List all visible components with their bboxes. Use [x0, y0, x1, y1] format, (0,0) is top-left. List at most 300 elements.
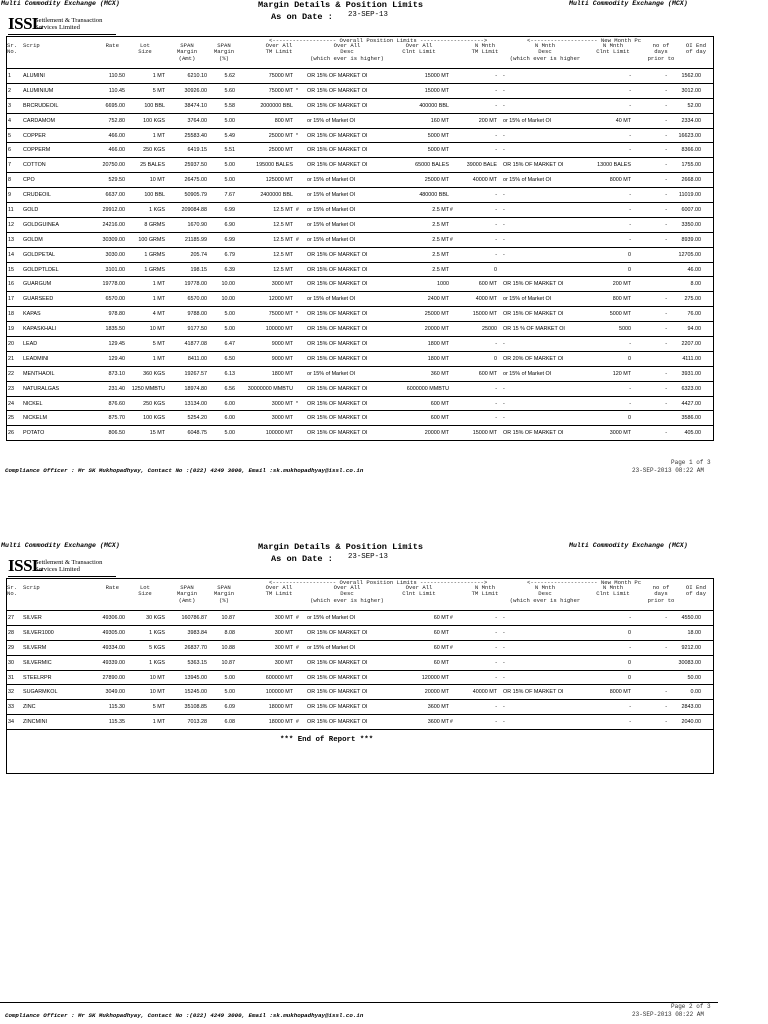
- cell-lot: 30 KGS: [146, 615, 165, 621]
- cell-nm-clnt: -: [629, 132, 631, 139]
- cell-nm-desc: OR 20% OF MARKET OI: [503, 355, 564, 362]
- cell-days: -: [665, 102, 667, 109]
- cell-clnt: 6000000 MMBTU: [406, 385, 449, 392]
- cell-days: -: [665, 311, 667, 318]
- cell-nm-desc: -: [503, 400, 505, 407]
- cell-nm-desc: OR 15 % OF MARKET OI: [503, 326, 565, 333]
- cell-oi: 8.00: [690, 281, 701, 288]
- cell-lot: 100 KGS: [143, 117, 165, 124]
- col-header-days-prior: no of days prior to: [647, 584, 675, 604]
- cell-clnt: 600 MT: [430, 400, 449, 407]
- cell-lot: 100 KGS: [143, 415, 165, 422]
- col-header-overall-clnt-limit: Over All Clnt Limit: [402, 584, 436, 598]
- cell-nm-desc: -: [503, 615, 505, 621]
- cell-span-amt: 25937.50: [184, 162, 207, 169]
- cell-rate: 27890.00: [102, 674, 125, 681]
- col-header-overall-clnt-limit: Over All Clnt Limit: [402, 42, 436, 56]
- table-row: [7, 277, 713, 292]
- cell-oi: 76.00: [687, 311, 701, 318]
- cell-tm: 75000 MT: [268, 87, 293, 94]
- cell-nm-clnt: 0: [628, 629, 631, 636]
- cell-nm-tm: -: [495, 341, 497, 348]
- cell-sr: 11: [8, 207, 14, 214]
- cell-nm-tm: 0: [494, 266, 497, 273]
- cell-scrip: GOLDPETAL: [23, 251, 55, 258]
- cell-desc: or 15% of Market OI: [307, 644, 356, 651]
- cell-tm: 9000 MT: [271, 341, 293, 348]
- cell-span-amt: 13134.00: [184, 400, 207, 407]
- cell-lot: 5 MT: [152, 341, 165, 348]
- cell-clnt: 5000 MT: [427, 132, 449, 139]
- cell-scrip: NICKEL: [23, 400, 43, 407]
- cell-lot: 250 KGS: [143, 147, 165, 154]
- col-header-rate: Rate: [105, 584, 119, 591]
- cell-scrip: LEAD: [23, 341, 38, 348]
- cell-clnt-mark: #: [450, 719, 453, 726]
- cell-clnt: 5000 MT: [427, 147, 449, 154]
- cell-nm-tm: 39000 BALE: [466, 162, 497, 169]
- cell-tm: 300 MT: [274, 659, 293, 666]
- cell-nm-desc: -: [503, 102, 505, 109]
- cell-oi: 2668.00: [681, 177, 701, 184]
- cell-tm: 195000 BALES: [256, 162, 293, 169]
- cell-nm-clnt: 40 MT: [615, 117, 631, 124]
- cell-clnt: 2.5 MT: [432, 251, 449, 258]
- table-row: [7, 685, 713, 700]
- cell-scrip: KAPAS: [23, 311, 41, 318]
- issl-logo-mark: ISSL: [8, 14, 43, 33]
- cell-scrip: GOLDPTLDEL: [23, 266, 59, 273]
- cell-nm-tm: 200 MT: [478, 117, 497, 124]
- cell-sr: 30: [8, 659, 14, 666]
- cell-nm-desc: -: [503, 251, 505, 258]
- cell-nm-tm: -: [495, 132, 497, 139]
- cell-span-amt: 15245.00: [184, 689, 207, 696]
- cell-sr: 24: [8, 400, 14, 407]
- cell-clnt: 1800 MT: [427, 341, 449, 348]
- cell-sr: 1: [8, 73, 11, 79]
- cell-tm: 300 MT: [274, 615, 293, 621]
- table-row: [7, 715, 713, 730]
- cell-nm-desc: -: [503, 236, 505, 243]
- cell-nm-tm: -: [495, 251, 497, 258]
- cell-clnt: 15000 MT: [424, 87, 449, 94]
- cell-oi: 94.00: [687, 326, 701, 333]
- cell-lot: 1 MT: [152, 73, 165, 79]
- cell-days: -: [665, 192, 667, 199]
- cell-nm-clnt: 120 MT: [612, 370, 631, 377]
- cell-scrip: LEADMINI: [23, 355, 49, 362]
- cell-span-amt: 9788.00: [187, 311, 207, 318]
- cell-clnt: 1000: [437, 281, 449, 288]
- cell-sr: 25: [8, 415, 14, 422]
- cell-nm-clnt: -: [629, 192, 631, 199]
- cell-days: -: [665, 147, 667, 154]
- col-header-overall-tm-limit: Over All TM Limit: [265, 584, 293, 598]
- cell-lot: 1 GRMS: [144, 251, 165, 258]
- cell-span-pct: 5.00: [224, 326, 235, 333]
- cell-desc: OR 15% OF MARKET OI: [307, 147, 368, 154]
- cell-nm-tm: 600 MT: [478, 370, 497, 377]
- cell-span-pct: 5.00: [224, 311, 235, 318]
- cell-span-pct: 5.00: [224, 177, 235, 184]
- cell-nm-tm: -: [495, 221, 497, 228]
- cell-days: -: [665, 87, 667, 94]
- cell-desc: or 15% of Market OI: [307, 207, 356, 214]
- cell-tm: 300 MT: [274, 644, 293, 651]
- cell-tm-mark: #: [296, 207, 299, 214]
- cell-clnt-mark: #: [450, 236, 453, 243]
- cell-sr: 15: [8, 266, 14, 273]
- cell-sr: 16: [8, 281, 14, 288]
- cell-sr: 26: [8, 430, 14, 437]
- table-row: [7, 173, 713, 188]
- table-row: [7, 397, 713, 412]
- cell-clnt: 3600 MT: [427, 719, 449, 726]
- cell-rate: 466.00: [108, 147, 125, 154]
- cell-nm-tm: -: [495, 192, 497, 199]
- cell-days: -: [665, 719, 667, 726]
- cell-span-pct: 5.00: [224, 689, 235, 696]
- cell-days: -: [665, 221, 667, 228]
- cell-rate: 129.40: [108, 355, 125, 362]
- cell-oi: 4111.00: [682, 355, 701, 362]
- cell-days: -: [665, 385, 667, 392]
- cell-nm-clnt: 800 MT: [612, 296, 631, 303]
- cell-tm: 18000 MT: [268, 719, 293, 726]
- cell-tm: 18000 MT: [268, 704, 293, 711]
- cell-desc: OR 15% OF MARKET OI: [307, 87, 368, 94]
- cell-sr: 7: [8, 162, 11, 169]
- cell-nm-tm: 0: [494, 355, 497, 362]
- cell-lot: 10 MT: [149, 326, 165, 333]
- cell-desc: or 15% of Market OI: [307, 615, 356, 621]
- cell-lot: 1 KGS: [149, 659, 165, 666]
- cell-oi: 2334.00: [681, 117, 701, 124]
- cell-desc: OR 15% OF MARKET OI: [307, 266, 368, 273]
- cell-lot: 1 GRMS: [144, 266, 165, 273]
- cell-tm: 100000 MT: [265, 430, 293, 437]
- cell-nm-desc: -: [503, 629, 505, 636]
- cell-scrip: ZINCMINI: [23, 719, 47, 726]
- cell-nm-desc: -: [503, 192, 505, 199]
- cell-span-pct: 6.13: [224, 370, 235, 377]
- cell-sr: 18: [8, 311, 14, 318]
- cell-tm: 300 MT: [274, 629, 293, 636]
- cell-nm-tm: -: [495, 719, 497, 726]
- col-header-scrip: Scrip: [23, 42, 40, 49]
- cell-desc: or 15% of Market OI: [307, 370, 356, 377]
- cell-clnt: 1800 MT: [427, 355, 449, 362]
- table-row: [7, 611, 713, 626]
- cell-scrip: GOLDGUINEA: [23, 221, 59, 228]
- cell-tm-mark: #: [296, 644, 299, 651]
- cell-nm-desc: -: [503, 73, 505, 79]
- cell-rate: 3030.00: [105, 251, 125, 258]
- table-row: [7, 671, 713, 686]
- cell-nm-desc: -: [503, 147, 505, 154]
- cell-lot: 100 GRMS: [138, 236, 165, 243]
- col-header-overall-tm-limit: Over All TM Limit: [265, 42, 293, 56]
- cell-nm-clnt: -: [629, 73, 631, 79]
- cell-lot: 1 MT: [152, 719, 165, 726]
- table-rows: [7, 69, 713, 441]
- col-header-sr: Sr. No.: [7, 584, 18, 598]
- cell-nm-tm: -: [495, 659, 497, 666]
- cell-tm: 25000 MT: [268, 147, 293, 154]
- cell-oi: 1562.00: [681, 73, 701, 79]
- table-row: [7, 322, 713, 337]
- cell-lot: 1 MT: [152, 132, 165, 139]
- cell-lot: 360 KGS: [143, 370, 165, 377]
- cell-rate: 806.50: [108, 430, 125, 437]
- issl-logo-text-line2: Services Limited: [35, 566, 80, 573]
- cell-lot: 10 MT: [149, 177, 165, 184]
- cell-sr: 34: [8, 719, 14, 726]
- cell-clnt-mark: #: [450, 207, 453, 214]
- cell-nm-clnt: -: [629, 341, 631, 348]
- cell-lot: 1 MT: [152, 355, 165, 362]
- cell-days: -: [665, 704, 667, 711]
- col-header-nmnth-desc: N Mnth Desc (which ever is higher: [509, 42, 581, 62]
- cell-desc: OR 15% OF MARKET OI: [307, 132, 368, 139]
- cell-nm-desc: OR 15% OF MARKET OI: [503, 162, 564, 169]
- cell-clnt: 60 MT: [433, 659, 449, 666]
- cell-span-amt: 50905.79: [184, 192, 207, 199]
- cell-sr: 17: [8, 296, 14, 303]
- exchange-name-left: Multi Commodity Exchange (MCX): [1, 0, 120, 7]
- cell-tm-mark: *: [296, 87, 298, 94]
- footer-date: 23-SEP-2013 08:22 AM: [632, 467, 705, 474]
- issl-logo-mark: ISSL: [8, 556, 43, 575]
- cell-tm: 75000 MT: [268, 311, 293, 318]
- col-header-nmnth-clnt-limit: N Mnth Clnt Limit: [596, 42, 630, 56]
- cell-scrip: CARDAMOM: [23, 117, 56, 124]
- table-row: [7, 641, 713, 656]
- cell-tm: 25000 MT: [268, 132, 293, 139]
- table-row: [7, 411, 713, 426]
- col-header-overall-desc: Over All Desc (which ever is higher): [310, 584, 384, 604]
- table-row: [7, 69, 713, 84]
- table-row: [7, 656, 713, 671]
- issl-logo-text-line1: Settlement & Transaction: [35, 17, 103, 24]
- cell-nm-tm: -: [495, 385, 497, 392]
- table-row: [7, 143, 713, 158]
- cell-clnt: 20000 MT: [424, 326, 449, 333]
- exchange-name-left: Multi Commodity Exchange (MCX): [1, 542, 120, 549]
- cell-span-amt: 18974.80: [184, 385, 207, 392]
- issl-logo: [8, 557, 118, 577]
- cell-nm-clnt: -: [629, 87, 631, 94]
- cell-sr: 9: [8, 192, 11, 199]
- cell-span-pct: 6.50: [224, 355, 235, 362]
- cell-scrip: COPPER: [23, 132, 46, 139]
- cell-oi: 3586.00: [681, 415, 701, 422]
- cell-nm-clnt: -: [629, 207, 631, 214]
- cell-scrip: COPPERM: [23, 147, 51, 154]
- footer-rule: [0, 1002, 718, 1003]
- cell-sr: 33: [8, 704, 14, 711]
- cell-span-pct: 10.88: [221, 644, 235, 651]
- cell-desc: OR 15% OF MARKET OI: [307, 326, 368, 333]
- cell-oi: 12705.00: [678, 251, 701, 258]
- cell-days: -: [665, 689, 667, 696]
- cell-clnt: 20000 MT: [424, 689, 449, 696]
- col-group-new-month: <-------------------- New Month Pc: [527, 37, 642, 44]
- col-header-days-prior: no of days prior to: [647, 42, 675, 62]
- cell-nm-tm: 40000 MT: [472, 689, 497, 696]
- cell-clnt: 2.5 MT: [432, 236, 449, 243]
- cell-rate: 6695.00: [105, 102, 125, 109]
- cell-nm-clnt: -: [629, 221, 631, 228]
- cell-oi: 8366.00: [681, 147, 701, 154]
- cell-tm: 1800 MT: [271, 370, 293, 377]
- cell-scrip: NATURALGAS: [23, 385, 60, 392]
- cell-sr: 20: [8, 341, 14, 348]
- cell-rate: 49339.00: [102, 659, 125, 666]
- cell-rate: 49305.00: [102, 629, 125, 636]
- cell-desc: or 15% of Market OI: [307, 296, 356, 303]
- cell-clnt: 15000 MT: [424, 73, 449, 79]
- cell-rate: 978.80: [108, 311, 125, 318]
- issl-logo-text-line1: Settlement & Transaction: [35, 559, 103, 566]
- cell-scrip: ALUMINI: [23, 73, 45, 79]
- cell-rate: 876.60: [108, 400, 125, 407]
- cell-days: -: [665, 644, 667, 651]
- cell-days: -: [665, 117, 667, 124]
- cell-desc: OR 15% OF MARKET OI: [307, 102, 368, 109]
- cell-span-pct: 6.79: [224, 251, 235, 258]
- as-on-date-label: As on Date :: [271, 12, 333, 22]
- cell-desc: or 15% of Market OI: [307, 177, 356, 184]
- cell-span-pct: 5.51: [224, 147, 235, 154]
- cell-lot: 8 GRMS: [144, 221, 165, 228]
- cell-nm-desc: OR 15% OF MARKET OI: [503, 430, 564, 437]
- cell-span-pct: 5.60: [224, 87, 235, 94]
- cell-oi: 11019.00: [678, 192, 701, 199]
- table-row: [7, 158, 713, 173]
- cell-sr: 6: [8, 147, 11, 154]
- cell-span-amt: 9177.50: [187, 326, 207, 333]
- cell-sr: 23: [8, 385, 14, 392]
- cell-span-amt: 160786.87: [181, 615, 207, 621]
- cell-span-pct: 10.00: [221, 281, 235, 288]
- cell-nm-clnt: -: [629, 236, 631, 243]
- cell-days: -: [665, 430, 667, 437]
- cell-nm-tm: 15000 MT: [472, 311, 497, 318]
- logo-underline: [8, 576, 116, 577]
- col-header-nmnth-desc: N Mnth Desc (which ever is higher: [509, 584, 581, 604]
- cell-nm-clnt: -: [629, 400, 631, 407]
- cell-tm: 9000 MT: [271, 355, 293, 362]
- cell-rate: 110.50: [108, 73, 125, 79]
- cell-oi: 1755.00: [681, 162, 701, 169]
- cell-oi: 16623.00: [678, 132, 701, 139]
- cell-span-amt: 35108.85: [184, 704, 207, 711]
- cell-scrip: KAPASKHALI: [23, 326, 57, 333]
- cell-rate: 3049.00: [105, 689, 125, 696]
- cell-clnt: 120000 MT: [421, 674, 449, 681]
- cell-rate: 49306.00: [102, 615, 125, 621]
- cell-clnt: 480000 BBL: [419, 192, 449, 199]
- table-row: [7, 337, 713, 352]
- col-header-nmnth-tm-limit: N Mnth TM Limit: [471, 42, 499, 56]
- cell-span-amt: 7013.28: [187, 719, 207, 726]
- cell-nm-clnt: -: [629, 147, 631, 154]
- col-header-lot-size: Lot Size: [138, 42, 152, 56]
- cell-tm: 30000000 MMBTU: [247, 385, 293, 392]
- cell-tm: 600000 MT: [265, 674, 293, 681]
- cell-desc: OR 15% OF MARKET OI: [307, 430, 368, 437]
- cell-nm-tm: -: [495, 629, 497, 636]
- cell-tm-mark: #: [296, 615, 299, 621]
- cell-desc: or 15% of Market OI: [307, 192, 356, 199]
- cell-nm-tm: 25000: [482, 326, 497, 333]
- cell-rate: 6637.00: [105, 192, 125, 199]
- cell-desc: OR 15% OF MARKET OI: [307, 251, 368, 258]
- cell-oi: 30083.00: [678, 659, 701, 666]
- cell-desc: or 15% of Market OI: [307, 221, 356, 228]
- cell-span-pct: 6.09: [224, 704, 235, 711]
- cell-nm-desc: -: [503, 87, 505, 94]
- cell-rate: 29912.00: [102, 207, 125, 214]
- cell-rate: 231.40: [108, 385, 125, 392]
- cell-nm-clnt: 0: [628, 659, 631, 666]
- cell-oi: 46.00: [687, 266, 701, 273]
- cell-sr: 28: [8, 629, 14, 636]
- cell-span-pct: 5.00: [224, 117, 235, 124]
- cell-desc: OR 15% OF MARKET OI: [307, 355, 368, 362]
- table-rows: [7, 611, 713, 730]
- table-row: [7, 114, 713, 129]
- cell-nm-clnt: -: [629, 615, 631, 621]
- cell-clnt: 25000 MT: [424, 177, 449, 184]
- cell-rate: 24216.00: [102, 221, 125, 228]
- cell-nm-desc: or 15% of Market OI: [503, 370, 552, 377]
- logo-underline: [8, 34, 116, 35]
- cell-scrip: GOLD: [23, 207, 39, 214]
- cell-lot: 1 KGS: [149, 629, 165, 636]
- cell-desc: OR 15% OF MARKET OI: [307, 629, 368, 636]
- cell-nm-clnt: 5000: [619, 326, 631, 333]
- cell-span-pct: 6.47: [224, 341, 235, 348]
- cell-desc: or 15% of Market OI: [307, 236, 356, 243]
- cell-sr: 2: [8, 87, 11, 94]
- cell-days: -: [665, 207, 667, 214]
- cell-lot: 100 BBL: [144, 102, 165, 109]
- footer-date: 23-SEP-2013 08:22 AM: [632, 1011, 705, 1018]
- col-header-lot-size: Lot Size: [138, 584, 152, 598]
- cell-lot: 100 BBL: [144, 192, 165, 199]
- cell-span-pct: 6.00: [224, 400, 235, 407]
- cell-span-pct: 6.99: [224, 236, 235, 243]
- cell-scrip: SUGARMKOL: [23, 689, 58, 696]
- as-on-date-value: 23-SEP-13: [348, 11, 388, 19]
- cell-sr: 29: [8, 644, 14, 651]
- col-header-span-amt: SPAN Margin (Amt): [176, 42, 198, 62]
- cell-nm-desc: -: [503, 341, 505, 348]
- table-row: [7, 700, 713, 715]
- cell-span-pct: 10.87: [221, 659, 235, 666]
- table-row: [7, 218, 713, 233]
- cell-sr: 19: [8, 326, 14, 333]
- cell-tm: 125000 MT: [265, 177, 293, 184]
- cell-tm: 100000 MT: [265, 689, 293, 696]
- cell-nm-clnt: 0: [628, 251, 631, 258]
- cell-clnt: 3600 MT: [427, 704, 449, 711]
- cell-nm-desc: -: [503, 644, 505, 651]
- col-header-span-pct: SPAN Margin (%): [213, 584, 235, 604]
